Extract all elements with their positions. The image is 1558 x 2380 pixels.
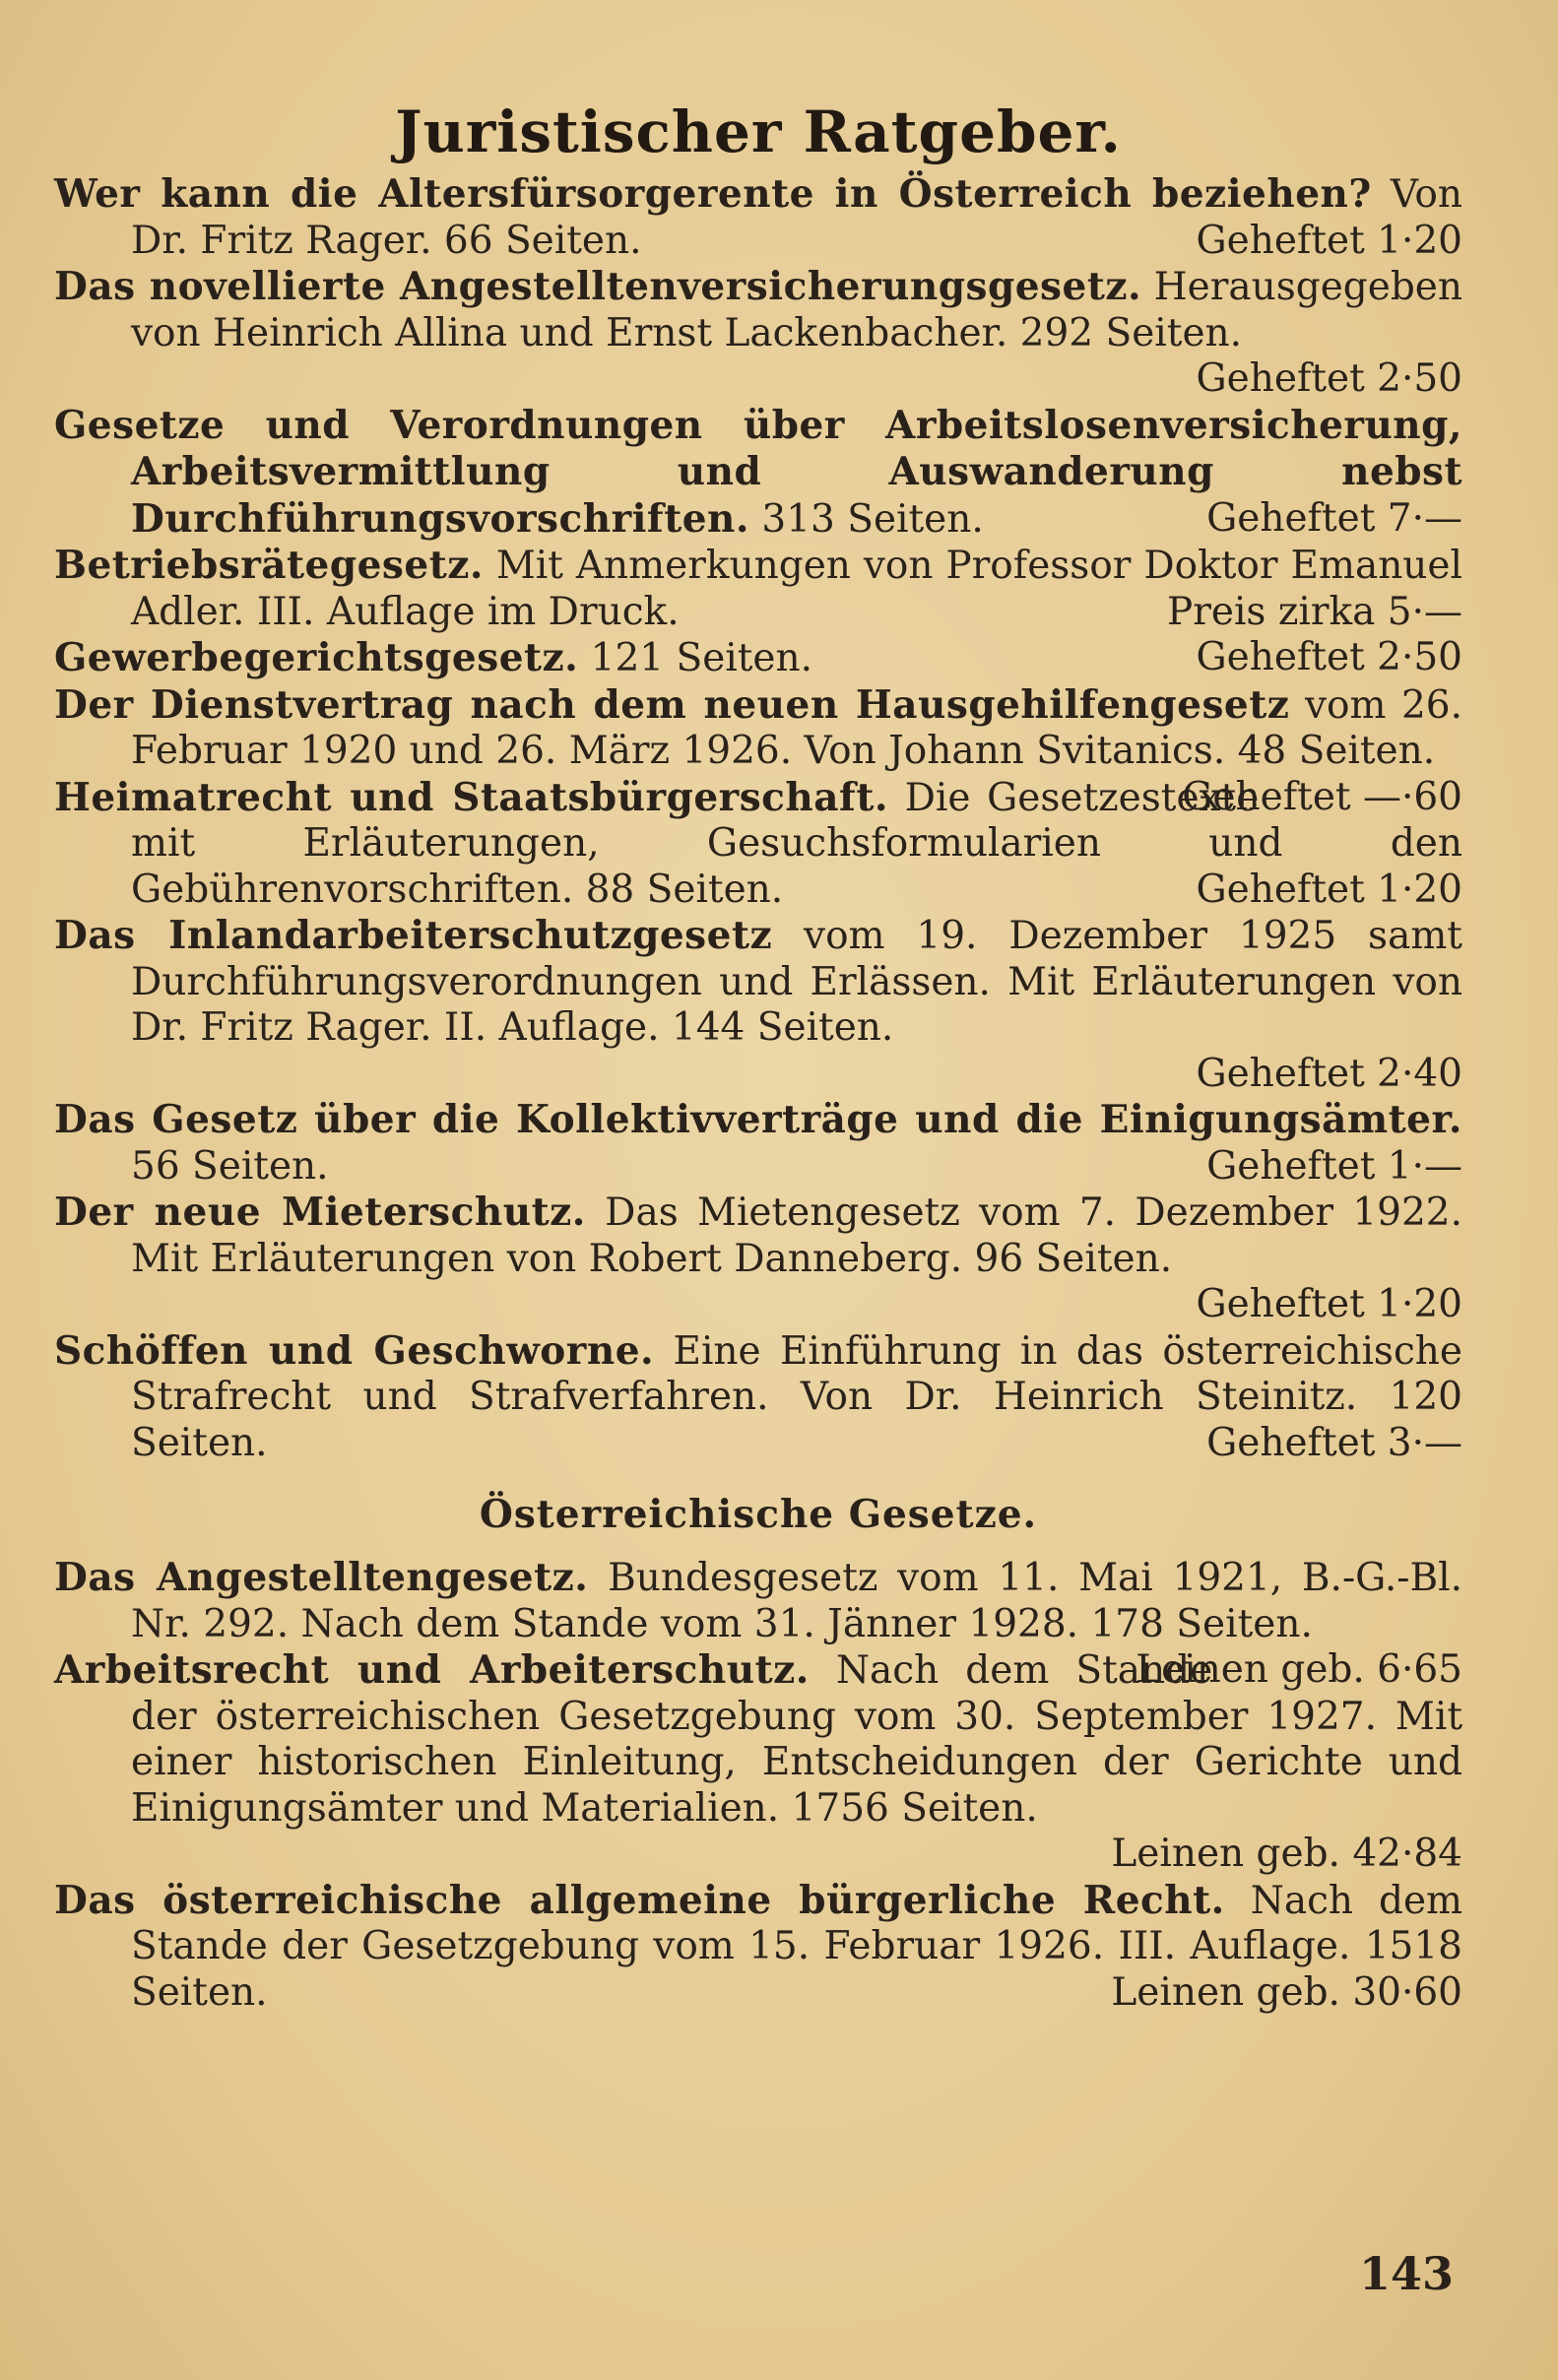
entry-title: Wer kann die Altersfürsorgerente in Österreich beziehen? [54, 171, 1372, 217]
entry-price: Geheftet 7·— [1206, 495, 1462, 541]
entry-title: Gesetze und Verordnungen über Arbeitslosenversicherung, Arbeitsvermittlung und Auswanderung nebst Durchführungsvorschriften. [54, 402, 1462, 542]
entry-list-1 [54, 171, 1462, 1466]
entry-title: Das Gesetz über die Kollektivverträge und die Einigungsämter. [54, 1097, 1462, 1142]
entry-title: Das österreichische allgemeine bürgerliche Recht. [54, 1877, 1225, 1923]
entry-text: 313 Seiten. [761, 496, 984, 542]
list-item [54, 171, 1462, 264]
list-item [54, 1328, 1462, 1467]
entry-price: Geheftet 1·20 [1196, 867, 1462, 912]
entry-price: Geheftet 2·50 [1196, 356, 1462, 401]
entry-text: Eine Einführung in das österreichische Strafrecht und Strafverfahren. Von Dr. Heinrich Steinitz. 120 Seiten. [131, 1328, 1462, 1465]
page-content [54, 98, 1462, 2016]
entry-price: Geheftet —·60 [1182, 774, 1462, 819]
list-item [54, 543, 1462, 635]
entry-text: Das Mietengesetz vom 7. Dezember 1922. Mit Erläuterungen von Robert Danneberg. 96 Seiten. [131, 1190, 1463, 1281]
entry-text: vom 26. Februar 1920 und 26. März 1926. Von Johann Svitanics. 48 Seiten. [131, 682, 1462, 773]
entry-price: Leinen geb. 30·60 [1111, 1969, 1462, 2015]
entry-price: Geheftet 1·20 [1196, 1282, 1462, 1326]
list-item [54, 1097, 1462, 1190]
entry-text: Mit Anmerkungen von Professor Doktor Emanuel Adler. III. Auflage im Druck. [131, 544, 1462, 634]
entry-title: Das novellierte Angestelltenversicherungsgesetz. [54, 264, 1142, 309]
entry-price: Geheftet 2·40 [1196, 1051, 1462, 1096]
entry-price: Leinen geb. 42·84 [1111, 1832, 1462, 1876]
entry-price: Geheftet 2·50 [1196, 635, 1462, 679]
entry-title: Der neue Mieterschutz. [54, 1190, 586, 1235]
list-item [54, 775, 1462, 914]
entry-text: 121 Seiten. [590, 636, 813, 680]
section-heading: Österreichische Gesetze. [479, 1492, 1038, 1537]
entry-price: Geheftet 3·— [1206, 1420, 1462, 1465]
entry-title: Der Dienstvertrag nach dem neuen Hausgehilfengesetz [54, 681, 1290, 728]
entry-price: Leinen geb. 6·65 [1136, 1647, 1462, 1692]
entry-text: Von Dr. Fritz Rager. 66 Seiten. [131, 172, 1462, 263]
page-number: 143 [1359, 2247, 1455, 2300]
entry-list-2 [54, 1555, 1462, 2016]
list-item [54, 913, 1462, 1097]
entry-title: Das Inlandarbeiterschutzgesetz [54, 913, 773, 958]
entry-title: Das Angestelltengesetz. [54, 1555, 589, 1600]
entry-text: Bundesgesetz vom 11. Mai 1921, B.-G.-Bl. Nr. 292. Nach dem Stande vom 31. Jänner 1928. 178 Seiten. [131, 1556, 1462, 1646]
entry-text: 56 Seiten. [131, 1143, 329, 1189]
list-item [54, 1190, 1462, 1328]
entry-text: Nach dem Stande der Gesetzgebung vom 15. Februar 1926. III. Auflage. 1518 Seiten. [131, 1878, 1463, 2015]
entry-text: vom 19. Dezember 1925 samt Durchführungsverordnungen und Erlässen. Mit Erläuterungen von Dr. Fritz Rager. II. Auflage. 144 Seiten. [131, 914, 1462, 1050]
list-item [54, 1878, 1462, 2017]
entry-title: Betriebsrätegesetz. [54, 543, 484, 588]
entry-title: Heimatrecht und Staatsbürgerschaft. [54, 774, 888, 820]
entry-price: Geheftet 1·— [1206, 1143, 1462, 1189]
entry-text: Herausgegeben von Heinrich Allina und Ernst Lackenbacher. 292 Seiten. [131, 265, 1462, 355]
entry-title: Schöffen und Geschworne. [54, 1327, 655, 1374]
entry-text: Nach dem Stande der österreichischen Gesetzgebung vom 30. September 1927. Mit einer historischen Einleitung, Entscheidungen der Gerichte und Einigungsämter und Materialien. 1756 Seiten. [131, 1648, 1462, 1831]
list-item [54, 264, 1462, 403]
entry-text: Die Gesetzestexte mit Erläuterungen, Gesuchsformularien und den Gebührenvorschriften. 88 Seiten. [131, 775, 1462, 912]
entry-price: Preis zirka 5·— [1166, 589, 1462, 634]
entry-title: Gewerbegerichtsgesetz. [54, 635, 579, 680]
list-item [54, 635, 1462, 682]
entry-price: Geheftet 1·20 [1196, 218, 1462, 263]
page-title: Juristischer Ratgeber. [395, 98, 1122, 165]
list-item [54, 403, 1462, 544]
entry-title: Arbeitsrecht und Arbeiterschutz. [54, 1647, 810, 1693]
